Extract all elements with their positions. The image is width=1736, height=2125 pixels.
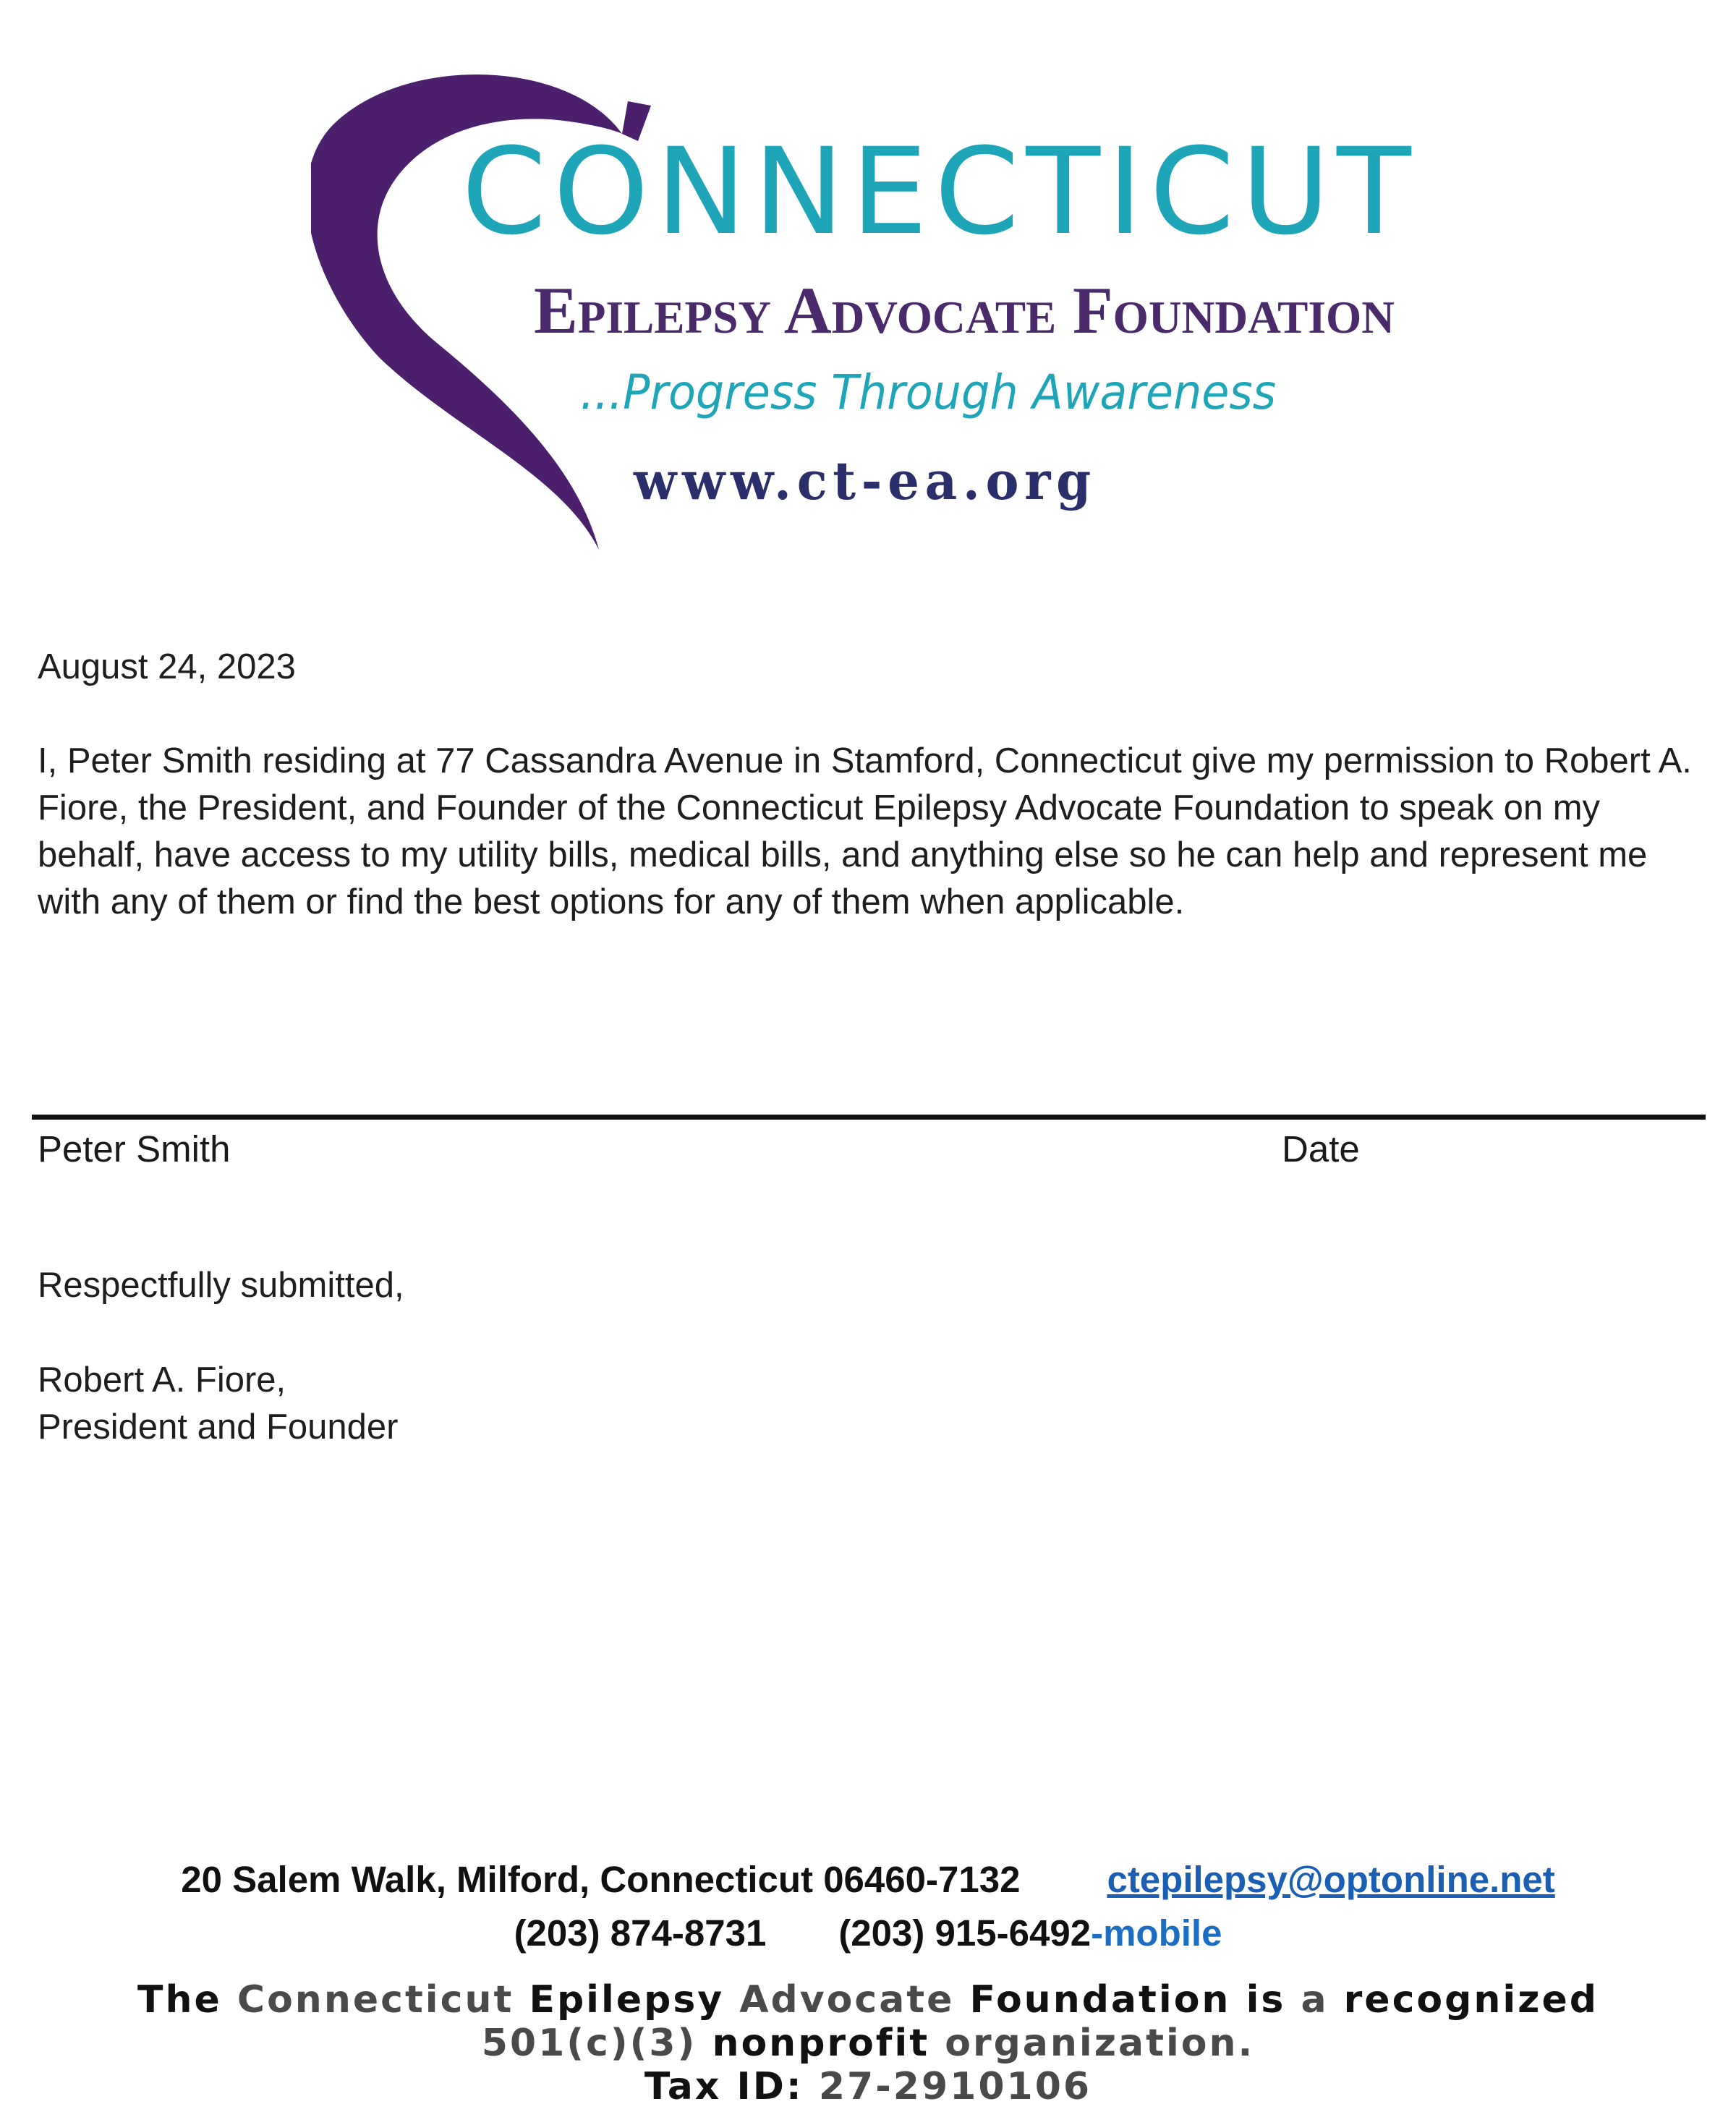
footer-word: recognized (1343, 1978, 1599, 2022)
logo-website: www.ct-ea.org (633, 450, 1097, 511)
footer-word: Advocate (739, 1978, 955, 2022)
signer-name: Robert A. Fiore, (38, 1360, 286, 1400)
logo-name: CONNECTICUT (461, 122, 1418, 261)
footer-word: Connecticut (237, 1978, 514, 2022)
footer-mobile-label: -mobile (1091, 1912, 1222, 1954)
date-label: Date (1282, 1128, 1360, 1170)
logo-subtitle: Epilepsy Advocate Foundation (534, 273, 1395, 347)
footer-word: is (1246, 1978, 1286, 2022)
footer-word: organization. (945, 2022, 1255, 2065)
footer-word: Epilepsy (529, 1978, 725, 2022)
footer-email-link[interactable]: ctepilepsy@optonline.net (1107, 1859, 1555, 1900)
tax-id-label: Tax ID: (644, 2065, 804, 2108)
footer-word: a (1301, 1978, 1329, 2022)
closing-text: Respectfully submitted, (38, 1266, 404, 1305)
signer-title: President and Founder (38, 1408, 399, 1447)
footer-501c3: 501(c)(3) (481, 2022, 697, 2065)
footer-tax-id (0, 2065, 1736, 2108)
footer-nonprofit-statement (0, 1978, 1736, 2022)
tax-id-value: 27-2910106 (818, 2065, 1092, 2108)
footer-address-line (0, 1857, 1736, 1902)
footer-word: nonprofit (712, 2022, 930, 2065)
footer-nonprofit-type (0, 2022, 1736, 2065)
footer-phone: (203) 874-8731 (514, 1912, 767, 1954)
logo-tagline: ...Progress Through Awareness (580, 365, 1276, 420)
signature-name-label: Peter Smith (38, 1128, 231, 1170)
letter-date: August 24, 2023 (38, 647, 296, 686)
footer-address: 20 Salem Walk, Milford, Connecticut 06460-7132 (181, 1859, 1021, 1900)
footer-phone-line (0, 1911, 1736, 1956)
footer-word: The (137, 1978, 222, 2022)
footer-word: Foundation (969, 1978, 1231, 2022)
foundation-logo (311, 51, 1439, 550)
footer-mobile-phone: (203) 915-6492 (838, 1912, 1092, 1954)
letter-paragraph: I, Peter Smith residing at 77 Cassandra Avenue in Stamford, Connecticut give my permission to Robert A. Fiore, the President, and Founder of the Connecticut Epilepsy Advocate Foundation to speak on my behalf, have access to my utility bills, medical bills, and anything else so he can help and represent me with any of them or find the best options for any of them when applicable. (38, 741, 1692, 921)
signature-line (32, 1115, 1706, 1120)
